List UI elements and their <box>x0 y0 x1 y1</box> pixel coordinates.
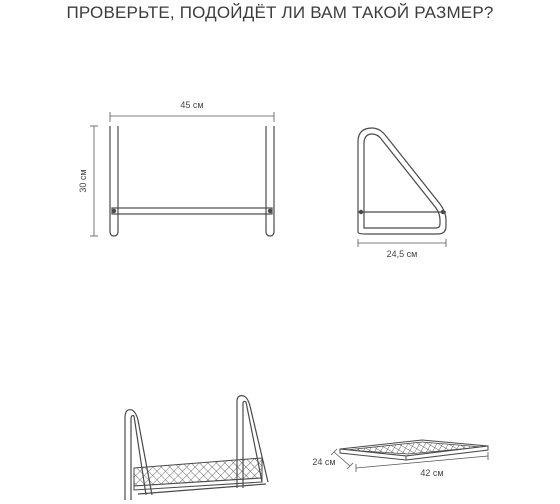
front-height-label: 30 см <box>78 169 88 193</box>
tray-depth-label: 24 см <box>312 457 336 467</box>
front-height-dimension <box>90 126 98 236</box>
tray-length-label: 42 см <box>420 468 444 478</box>
front-width-dimension <box>110 112 274 122</box>
front-view <box>110 126 274 236</box>
stand-perspective-view <box>125 396 268 500</box>
side-view <box>358 128 446 234</box>
page-title: ПРОВЕРЬТЕ, ПОДОЙДЁТ ЛИ ВАМ ТАКОЙ РАЗМЕР? <box>66 3 494 22</box>
tray-view <box>340 440 488 460</box>
side-depth-dimension <box>358 239 446 247</box>
side-depth-label: 24,5 см <box>386 249 418 259</box>
front-width-label: 45 см <box>180 100 204 110</box>
